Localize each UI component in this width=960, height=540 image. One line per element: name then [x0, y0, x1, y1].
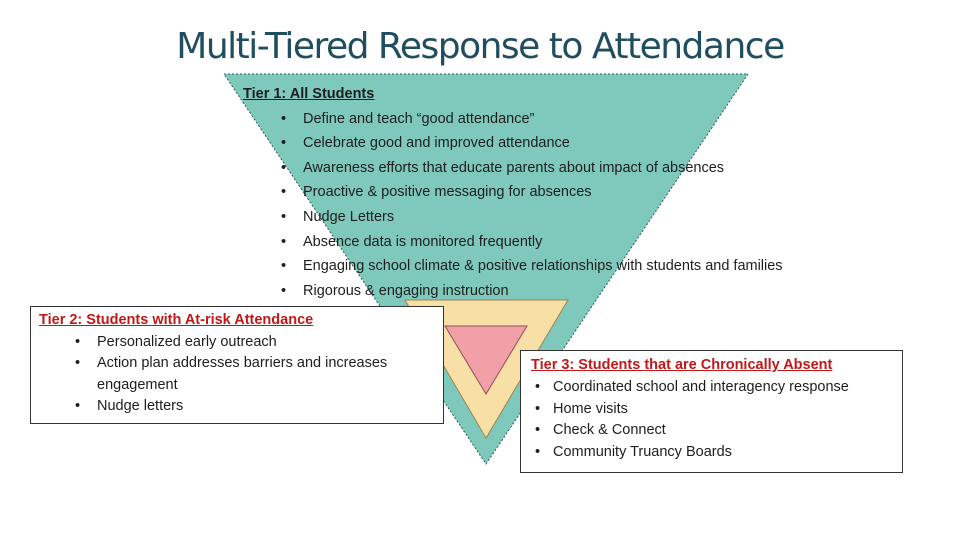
list-item: • Celebrate good and improved attendance: [243, 131, 883, 156]
bullet-icon: •: [75, 398, 81, 415]
tier2-box: [30, 306, 444, 424]
list-item: • Define and teach “good attendance”: [243, 107, 883, 132]
bullet-icon: •: [281, 233, 287, 250]
bullet-icon: •: [281, 110, 287, 127]
list-item: • Proactive & positive messaging for absences: [243, 180, 883, 205]
bullet-icon: •: [75, 333, 81, 350]
list-item: • Rigorous & engaging instruction: [243, 279, 883, 304]
bullet-icon: •: [75, 355, 81, 372]
list-item: • Personalized early outreach: [39, 332, 435, 354]
bullet-icon: •: [535, 378, 541, 395]
list-item: • Check & Connect: [531, 420, 892, 442]
list-item: • Community Truancy Boards: [531, 442, 892, 464]
list-item: • Home visits: [531, 399, 892, 421]
list-item: • Coordinated school and interagency response: [531, 377, 892, 399]
list-item: • Awareness efforts that educate parents about impact of absences: [243, 156, 883, 181]
bullet-icon: •: [281, 282, 287, 299]
bullet-icon: •: [281, 184, 287, 201]
tier1-text: [243, 82, 883, 303]
bullet-icon: •: [535, 422, 541, 439]
tier1-heading: Tier 1: All Students: [243, 86, 375, 102]
bullet-icon: •: [281, 208, 287, 225]
page-title: Multi-Tiered Response to Attendance: [176, 26, 784, 67]
bullet-icon: •: [281, 258, 287, 275]
bullet-icon: •: [535, 400, 541, 417]
list-item: • Nudge letters: [39, 396, 435, 418]
bullet-icon: •: [535, 444, 541, 461]
tier3-heading: Tier 3: Students that are Chronically Absent: [531, 357, 833, 373]
bullet-icon: •: [281, 159, 287, 176]
list-item: • Engaging school climate & positive relationships with students and families: [243, 254, 883, 279]
list-item: • Absence data is monitored frequently: [243, 230, 883, 255]
list-item: • Action plan addresses barriers and increases engagement: [75, 355, 388, 393]
bullet-icon: •: [281, 135, 287, 152]
tier3-box: [520, 350, 903, 473]
tier2-heading: Tier 2: Students with At-risk Attendance: [39, 312, 314, 328]
list-item: • Nudge Letters: [243, 205, 883, 230]
